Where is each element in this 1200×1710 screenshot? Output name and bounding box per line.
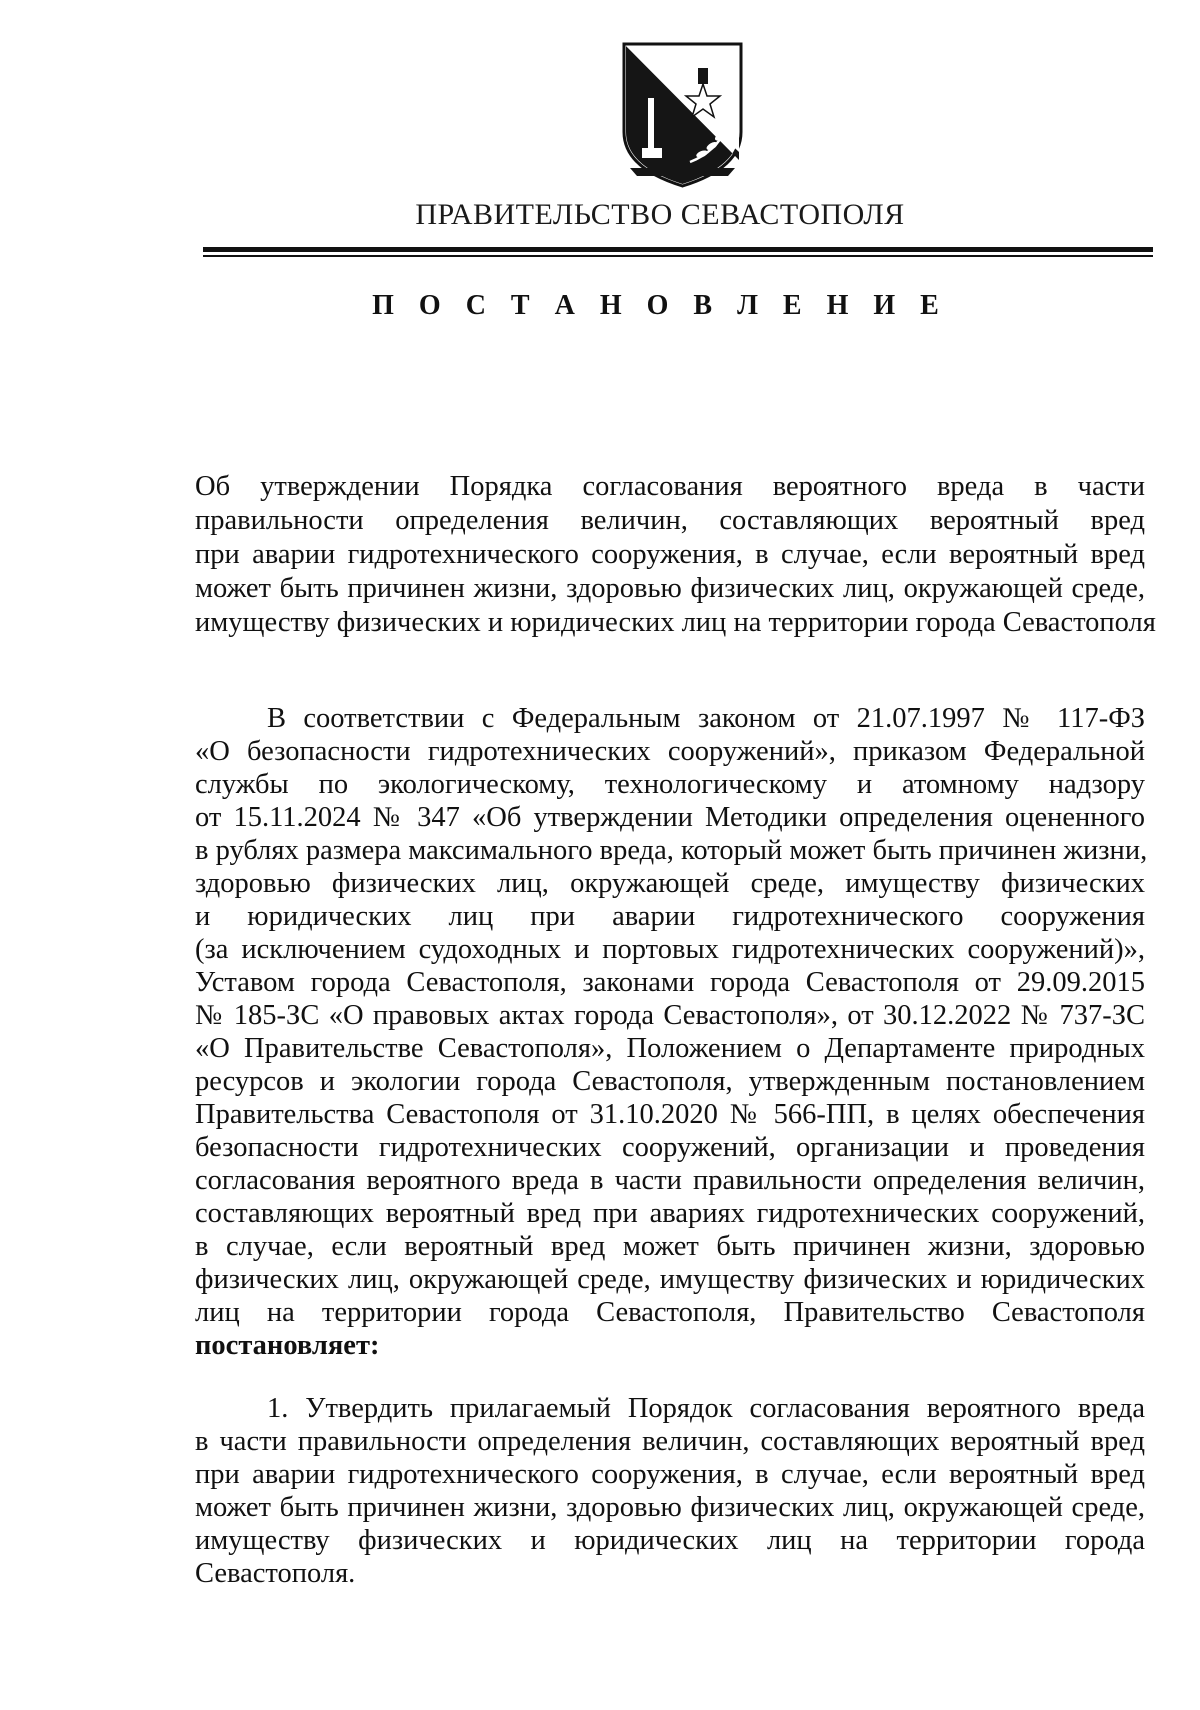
preamble-paragraph xyxy=(195,702,1148,1362)
point-1-paragraph xyxy=(195,1392,1145,1590)
point-1-line: имуществу физических и юридических лиц на территории города xyxy=(195,1525,1145,1556)
header-divider-thin xyxy=(203,255,1153,257)
preamble-line: здоровью физических лиц, окружающей среде, имуществу физических xyxy=(195,868,1145,899)
preamble-line: (за исключением судоходных и портовых гидротехнических сооружений)», xyxy=(195,934,1145,965)
preamble-line: службы по экологическому, технологическому и атомному надзору xyxy=(195,769,1145,800)
subject-line: правильности определения величин, составляющих вероятный вред xyxy=(195,505,1145,536)
preamble-line: «О Правительстве Севастополя», Положением о Департаменте природных xyxy=(195,1033,1145,1064)
preamble-line: и юридических лиц при аварии гидротехнического сооружения xyxy=(195,901,1145,932)
point-1-line: может быть причинен жизни, здоровью физических лиц, окружающей среде, xyxy=(195,1492,1145,1523)
point-1-line: Севастополя. xyxy=(195,1558,356,1589)
subject-line: Об утверждении Порядка согласования вероятного вреда в части xyxy=(195,471,1145,502)
preamble-line: согласования вероятного вреда в части правильности определения величин, xyxy=(195,1165,1145,1196)
government-title: ПРАВИТЕЛЬСТВО СЕВАСТОПОЛЯ xyxy=(415,198,905,231)
preamble-line: Правительства Севастополя от 31.10.2020 № 566-ПП, в целях обеспечения xyxy=(195,1099,1145,1130)
preamble-line: В соответствии с Федеральным законом от 21.07.1997 № 117-ФЗ xyxy=(267,703,1145,734)
preamble-line: безопасности гидротехнических сооружений, организации и проведения xyxy=(195,1132,1145,1163)
header-divider-thick xyxy=(203,247,1153,252)
preamble-line: составляющих вероятный вред при авариях гидротехнических сооружений, xyxy=(195,1198,1145,1229)
preamble-line: № 185-ЗС «О правовых актах города Севастополя», от 30.12.2022 № 737-ЗС xyxy=(195,1000,1145,1031)
point-1-line: 1. Утвердить прилагаемый Порядок согласования вероятного вреда xyxy=(267,1393,1145,1424)
preamble-line: «О безопасности гидротехнических сооружений», приказом Федеральной xyxy=(195,736,1145,767)
preamble-line: в случае, если вероятный вред может быть причинен жизни, здоровью xyxy=(195,1231,1145,1262)
preamble-line: ресурсов и экологии города Севастополя, утвержденным постановлением xyxy=(195,1066,1145,1097)
preamble-line: физических лиц, окружающей среде, имуществу физических и юридических xyxy=(195,1264,1145,1295)
preamble-line: лиц на территории города Севастополя, Правительство Севастополя xyxy=(195,1297,1145,1328)
sevastopol-coat-of-arms-icon xyxy=(620,40,745,190)
document-type-title: П О С Т А Н О В Л Е Н И Е xyxy=(372,290,948,321)
subject-line: имуществу физических и юридических лиц на территории города Севастополя xyxy=(195,607,1156,638)
document-subject xyxy=(195,470,1156,640)
subject-line: при аварии гидротехнического сооружения, в случае, если вероятный вред xyxy=(195,539,1145,570)
subject-line: может быть причинен жизни, здоровью физических лиц, окружающей среде, xyxy=(195,573,1145,604)
preamble-line: в рублях размера максимального вреда, который может быть причинен жизни, xyxy=(195,835,1148,866)
point-1-line: при аварии гидротехнического сооружения, в случае, если вероятный вред xyxy=(195,1459,1145,1490)
preamble-line: от 15.11.2024 № 347 «Об утверждении Методики определения оцененного xyxy=(195,802,1145,833)
decree-word: постановляет: xyxy=(195,1330,380,1361)
point-1-line: в части правильности определения величин, составляющих вероятный вред xyxy=(195,1426,1145,1457)
preamble-line: Уставом города Севастополя, законами города Севастополя от 29.09.2015 xyxy=(195,967,1145,998)
